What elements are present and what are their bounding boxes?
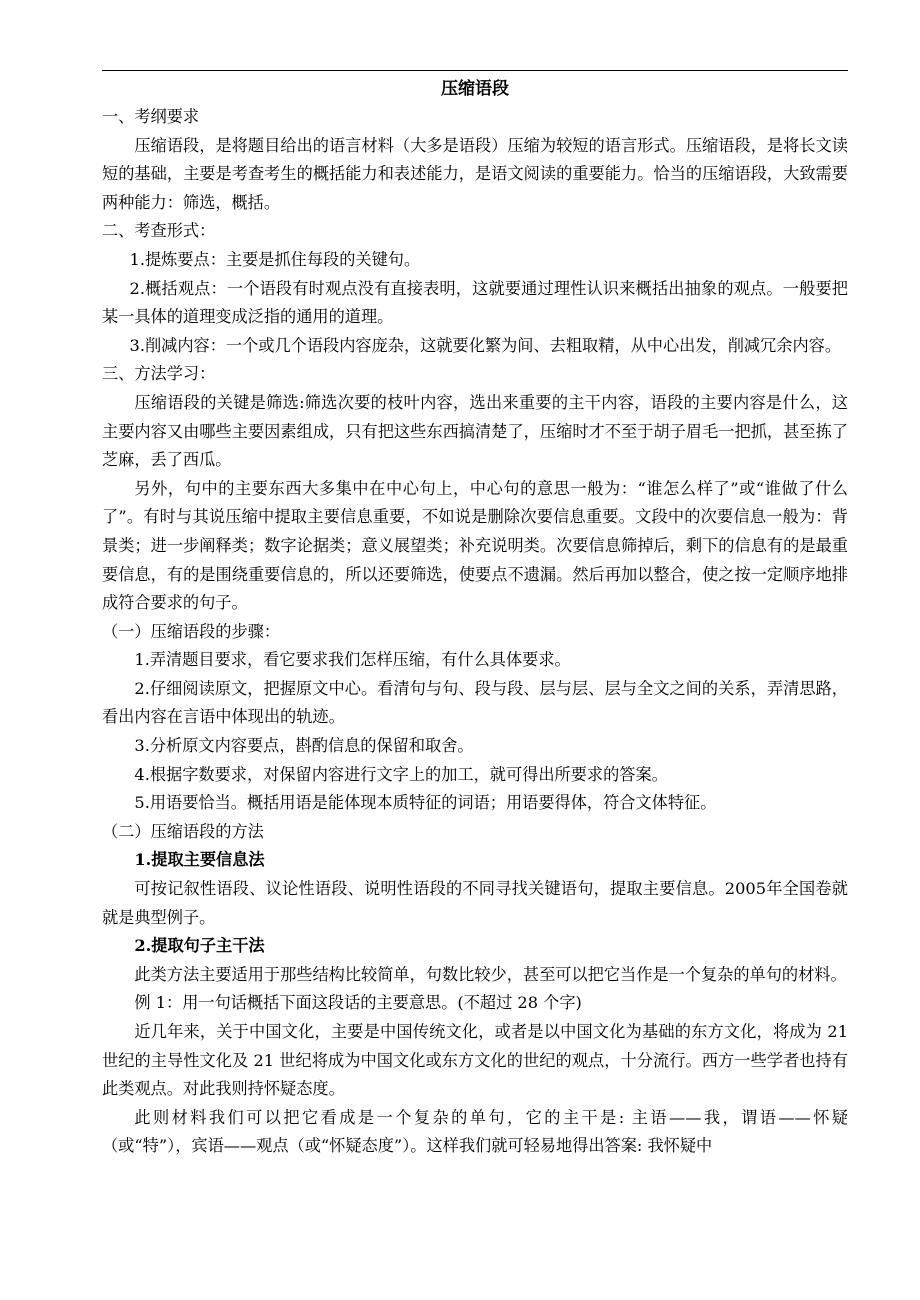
- example-analysis: 此则材料我们可以把它看成是一个复杂的单句，它的主干是: 主语——我，谓语——怀疑（或“特”），宾语——观点（或“怀疑态度”）。这样我们就可轻易地得出答案: 我怀疑中: [102, 1107, 848, 1156]
- document-title: 压缩语段: [441, 79, 509, 99]
- list-item: 5.用语要恰当。概括用语是能体现本质特征的词语；用语要得体，符合文体特征。: [134, 793, 717, 813]
- paragraph: 另外，句中的主要东西大多集中在中心句上，中心句的意思一般为：“谁怎么样了”或“谁做了什么了”。有时与其说压缩中提取主要信息重要，不如说是删除次要信息重要。文段中的次要信息一般为：背景类；进一步阐释类；数字论据类；意义展望类；补充说明类。次要信息筛掉后，剩下的信息有的是最重要信息，有的是围绕重要信息的，所以还要筛选，使要点不遗漏。然后再加以整合，使之按一定顺序地排成符合要求的句子。: [102, 478, 848, 613]
- list-item: 2.仔细阅读原文，把握原文中心。看清句与句、段与段、层与层、层与全文之间的关系，弄清思路，看出内容在言语中体现出的轨迹。: [102, 678, 848, 727]
- paragraph: 压缩语段的关键是筛选:筛选次要的枝叶内容，选出来重要的主干内容，语段的主要内容是什么，这主要内容又由哪些主要因素组成，只有把这些东西搞清楚了，压缩时才不至于胡子眉毛一把抓，甚至拣了芝麻，丢了西瓜。: [102, 392, 848, 470]
- paragraph: 压缩语段，是将题目给出的语言材料（大多是语段）压缩为较短的语言形式。压缩语段，是将长文读短的基础，主要是考查考生的概括能力和表述能力，是语文阅读的重要能力。恰当的压缩语段，大致需要两种能力：筛选，概括。: [102, 135, 848, 212]
- paragraph: 此类方法主要适用于那些结构比较简单，句数比较少，甚至可以把它当作是一个复杂的单句的材料。: [134, 964, 847, 984]
- example-text: 近几年来，关于中国文化，主要是中国传统文化，或者是以中国文化为基础的东方文化，将成为 21 世纪的主导性文化及 21 世纪将成为中国文化或东方文化的世纪的观点，十分流行。西方一些学者也持有此类观点。对此我则持怀疑态度。: [102, 1022, 848, 1099]
- section-heading: 二、考查形式：: [102, 221, 216, 241]
- header-rule: [102, 70, 848, 71]
- section-heading: 三、方法学习：: [102, 364, 216, 384]
- list-item: 2.概括观点：一个语段有时观点没有直接表明，这就要通过理性认识来概括出抽象的观点。一般要把某一具体的道理变成泛指的通用的道理。: [102, 278, 848, 327]
- paragraph: 可按记叙性语段、议论性语段、说明性语段的不同寻找关键语句，提取主要信息。2005年全国卷就就是典型例子。: [102, 879, 848, 927]
- subsection-heading: （二）压缩语段的方法: [102, 821, 264, 841]
- document-page: [102, 70, 848, 1161]
- list-item: 3.削减内容：一个或几个语段内容庞杂，这就要化繁为间、去粗取精，从中心出发，削减冗余内容。: [129, 335, 842, 355]
- example-prompt: 例 1：用一句话概括下面这段话的主要意思。(不超过 28 个字): [134, 993, 582, 1013]
- method-heading: 2.提取句子主干法: [134, 936, 265, 956]
- list-item: 1.提炼要点：主要是抓住每段的关键句。: [129, 249, 421, 269]
- subsection-heading: （一）压缩语段的步骤：: [102, 621, 281, 641]
- method-heading: 1.提取主要信息法: [134, 850, 265, 870]
- list-item: 1.弄清题目要求，看它要求我们怎样压缩，有什么具体要求。: [134, 650, 571, 670]
- list-item: 3.分析原文内容要点，斟酌信息的保留和取舍。: [134, 736, 474, 756]
- section-heading: 一、考纲要求: [102, 107, 200, 126]
- list-item: 4.根据字数要求，对保留内容进行文字上的加工，就可得出所要求的答案。: [134, 764, 668, 784]
